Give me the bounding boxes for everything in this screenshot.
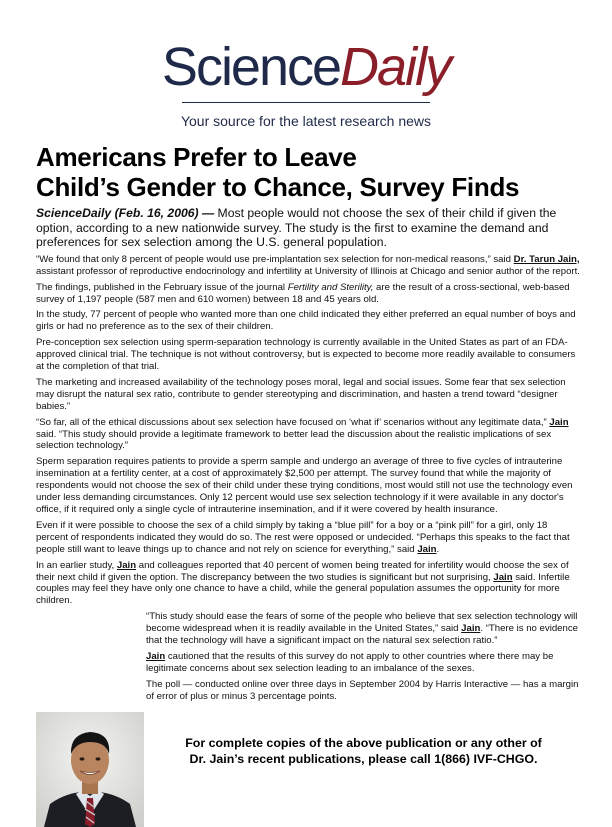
lead-text: Most people would not choose the sex of their child if given the option, according to a new nationwide survey. The study is the first to examine the demand and preferences for sex selection among the U.S. general population. [36, 206, 557, 250]
p8-text-b: . [436, 543, 440, 555]
logo-science-text: Science [161, 37, 341, 97]
paragraph-7: Sperm separation requires patients to provide a sperm sample and undergo an average of three to five cycles of intrauterine insemination at a fertility center, at a cost of approximately $2,500 per attempt. The survey found that while the majority of respondents would not choose the sex of their child under these trying conditions, most would still not use the technology even under less demanding circumstances. Only 12 percent would use sex selection technology if it were available in any doctor's office, if it required only a single cycle of intrauterine insemination, and if it were covered by health insurance. [36, 456, 573, 515]
photo-and-closing-section [36, 611, 581, 786]
paragraph-2 [36, 282, 581, 306]
paragraph-5: The marketing and increased availability of the technology poses moral, legal and social issues. Some fear that sex selection may disrupt the natural sex ratio, contribute to gender stereotyping and discrimination, and hasten a trend toward “designer babies.” [36, 376, 566, 412]
logo-daily-text: Daily [340, 37, 451, 97]
cta-line-2: Dr. Jain’s recent publications, please call 1(866) IVF-CHGO. [189, 751, 538, 766]
sciencedaily-logo [162, 36, 450, 98]
p6-text-b: said. “This study should provide a legitimate framework to better lead the discussion about the realistic implications of sex selection technology.” [36, 428, 552, 452]
p2-text-a: The findings, published in the February issue of the journal [36, 281, 288, 293]
tagline: Your source for the latest research news [180, 113, 432, 129]
paragraph-4: Pre-conception sex selection using sperm-separation technology is currently available in the United States as part of an FDA-approved clinical trial. The technique is not without controversy, but is expected to become more readily available to consumers at the completion of that trial. [36, 337, 576, 373]
p8-text-a: Even if it were possible to choose the sex of a child simply by taking a “blue pill” for a boy or a “pink pill” for a girl, only 18 percent of respondents indicated they would do so. The rest were opposed or undecided. “Perhaps this speaks to the fact that people still want to leave things up to chance and not rely on science for everything,” said [36, 519, 570, 555]
jain-link[interactable]: Jain [146, 650, 166, 662]
headline [36, 142, 581, 202]
p2-text-b: are the result of a cross-sectional, web-based survey of 1,197 people (587 men and 610 women) between 18 and 45 years old. [36, 281, 570, 305]
jain-link[interactable]: Jain [116, 559, 137, 571]
logo-underline [182, 102, 430, 103]
lead-paragraph [36, 206, 581, 250]
paragraph-11 [146, 651, 581, 675]
headline-line-2: Child’s Gender to Chance, Survey Finds [36, 172, 520, 202]
paragraph-6 [36, 417, 581, 453]
p10-text-a: “This study should ease the fears of some of the people who believe that sex selection technology will become widespread when it is readily available in the United States,” said [146, 611, 578, 635]
p11-text-b: cautioned that the results of this survey do not apply to other countries where there may be legitimate concerns about sex selection leading to an imbalance of the sexes. [146, 650, 554, 674]
masthead [0, 36, 612, 98]
cta-line-1: For complete copies of the above publication or any other of [185, 736, 542, 751]
jain-link[interactable]: Jain [461, 623, 481, 635]
paragraph-3: In the study, 77 percent of people who wanted more than one child indicated they either preferred an equal number of boys and girls or had no preference as to the sex of their children. [36, 309, 576, 333]
author-link[interactable]: Dr. Tarun Jain, [513, 253, 580, 265]
headline-line-1: Americans Prefer to Leave [36, 142, 357, 172]
jain-link[interactable]: Jain [417, 543, 437, 555]
author-photo [36, 712, 144, 827]
p6-text-a: “So far, all of the ethical discussions about sex selection have focused on ‘what if’ scenarios without any legitimate data,” [36, 416, 550, 428]
journal-name: Fertility and Sterility, [287, 281, 374, 293]
jain-link[interactable]: Jain [493, 571, 513, 583]
closing-column [146, 611, 581, 706]
portrait-illustration [36, 712, 144, 827]
paragraph-9 [36, 560, 581, 608]
article-body [36, 206, 581, 786]
p1-text-a: “We found that only 8 percent of people would use pre-implantation sex selection for non-medical reasons,” said [36, 253, 514, 265]
paragraph-12: The poll — conducted online over three days in September 2004 by Harris Interactive — has a margin of error of plus or minus 3 percentage points. [146, 678, 579, 702]
p9-text-a: In an earlier study, [36, 559, 117, 571]
paragraph-8 [36, 520, 581, 556]
paragraph-10 [146, 611, 581, 647]
p1-text-b: assistant professor of reproductive endocrinology and infertility at University of Illinois at Chicago and senior author of the report. [36, 265, 580, 277]
p9-text-b: and colleagues reported that 40 percent of women being treated for infertility would choose the sex of their next child if given the option. The discrepancy between the two studies is significant but not surprising, [36, 559, 569, 583]
p10-text-b: . “There is no evidence that the technology will have a significant impact on the natural sex selection ratio.” [146, 623, 578, 647]
paragraph-1 [36, 254, 581, 278]
p9-text-c: said. Infertile couples may feel they have only one chance to have a child, while the general population assumes the opportunity for more children. [36, 571, 570, 607]
jain-link[interactable]: Jain [549, 416, 569, 428]
call-to-action [146, 736, 581, 767]
dateline: ScienceDaily (Feb. 16, 2006) — [36, 206, 215, 220]
